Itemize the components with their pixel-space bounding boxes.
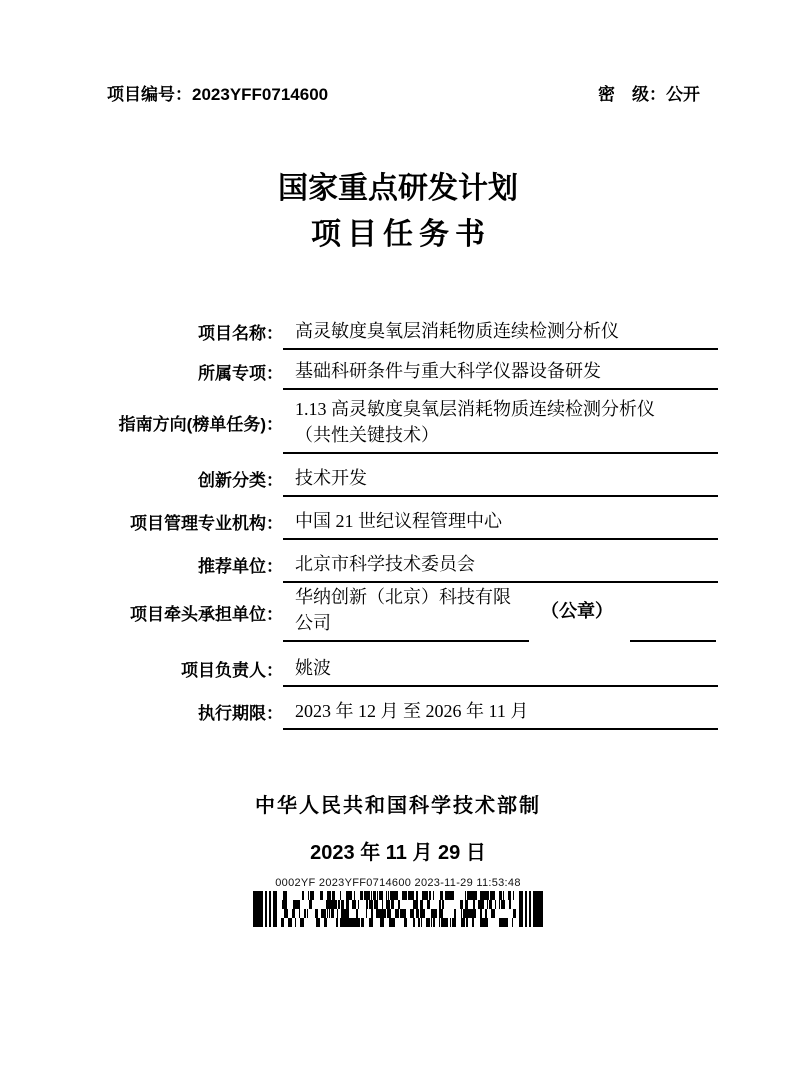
field-value xyxy=(283,318,718,350)
form-row-guide-direction xyxy=(83,390,718,454)
field-label: 项目名称： xyxy=(198,324,283,343)
field-value-text: 中国 21 世纪议程管理中心 xyxy=(295,511,502,531)
field-value-text: 华纳创新（北京）科技有限 xyxy=(295,587,511,607)
field-value xyxy=(283,642,718,687)
form-row-project-leader xyxy=(83,642,718,687)
field-value-text: （共性关键技术） xyxy=(295,425,439,445)
lead-unit-value xyxy=(283,583,718,642)
form-row-management-agency xyxy=(83,497,718,540)
barcode-text: 0002YF 2023YFF0714600 2023-11-29 11:53:48 xyxy=(275,877,521,889)
field-value-text: 公司 xyxy=(295,613,331,633)
field-value xyxy=(283,454,718,497)
issuing-authority: 中华人民共和国科学技术部制 xyxy=(255,795,541,817)
lead-unit-name xyxy=(283,583,529,642)
barcode-image xyxy=(253,891,543,928)
field-value-text: 姚波 xyxy=(295,658,331,678)
field-value xyxy=(283,540,718,583)
field-label: 指南方向(榜单任务)： xyxy=(118,414,283,434)
form-row-lead-unit xyxy=(83,583,718,642)
document-title-line1: 国家重点研发计划 xyxy=(278,172,518,205)
field-label: 推荐单位： xyxy=(198,557,283,576)
secrecy-level xyxy=(598,80,700,105)
secrecy-value: 公开 xyxy=(666,85,700,104)
field-value-text: 北京市科学技术委员会 xyxy=(295,554,475,574)
form-row-project-name xyxy=(83,318,718,350)
field-label: 所属专项： xyxy=(198,364,283,383)
field-value xyxy=(283,350,718,390)
field-value-text: 技术开发 xyxy=(295,468,367,488)
form-row-recommending-unit xyxy=(83,540,718,583)
form-row-special-program xyxy=(83,350,718,390)
field-value xyxy=(283,390,718,454)
cover-form xyxy=(83,318,718,730)
field-value-text: 2023 年 12 月 至 2026 年 11 月 xyxy=(295,701,529,721)
field-label: 创新分类： xyxy=(198,471,283,490)
field-value xyxy=(283,687,718,730)
field-label: 项目负责人： xyxy=(181,661,283,680)
seal-signature-line xyxy=(630,640,716,642)
official-seal-placeholder: （公章） xyxy=(541,601,613,621)
project-number-value: 2023YFF0714600 xyxy=(192,85,329,104)
project-number-label: 项目编号： xyxy=(107,85,192,104)
field-value-text: 高灵敏度臭氧层消耗物质连续检测分析仪 xyxy=(295,321,619,341)
form-row-innovation-category xyxy=(83,454,718,497)
field-value-text: 1.13 高灵敏度臭氧层消耗物质连续检测分析仪 xyxy=(295,399,655,419)
project-number xyxy=(107,80,328,105)
field-value-text: 基础科研条件与重大科学仪器设备研发 xyxy=(295,361,601,381)
form-row-execution-period xyxy=(83,687,718,730)
field-label: 执行期限： xyxy=(198,704,283,723)
field-label: 项目牵头承担单位： xyxy=(130,605,283,624)
field-label: 项目管理专业机构： xyxy=(130,514,283,533)
document-title-line2: 项目任务书 xyxy=(311,218,491,251)
field-value xyxy=(283,497,718,540)
secrecy-label: 密 级： xyxy=(598,85,666,104)
issue-date: 2023 年 11 月 29 日 xyxy=(310,842,486,864)
